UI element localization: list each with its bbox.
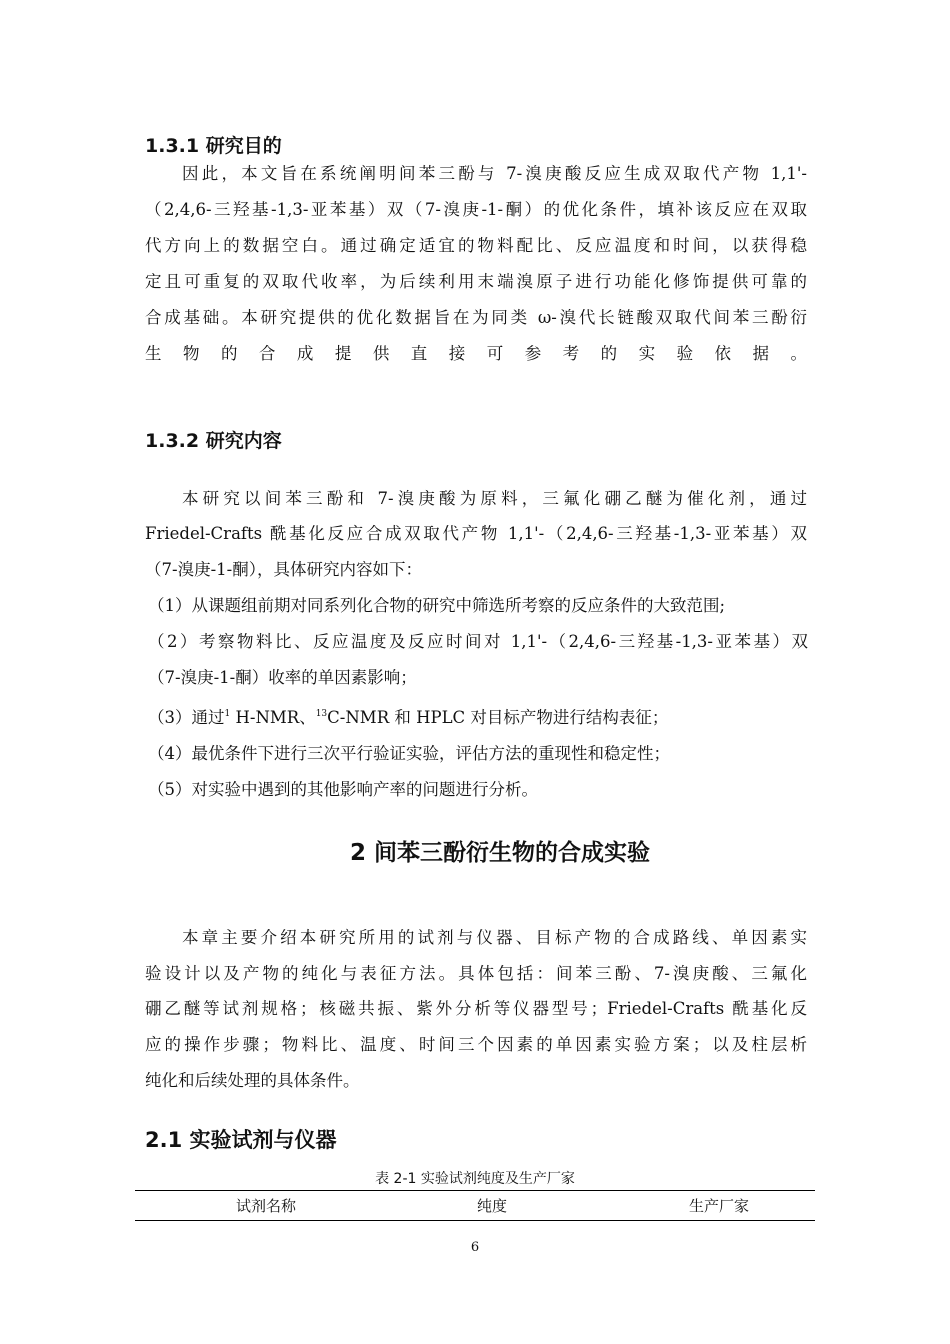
chapter-heading: 2 间苯三酚衍生物的合成实验: [349, 840, 650, 866]
paragraph-line: Friedel-Crafts 酰基化反应合成双取代产物 1,1'-（2,4,6-三羟基-1,3-亚苯基）双: [145, 524, 807, 543]
paragraph-line: （7-溴庚-1-酮），具体研究内容如下：: [145, 560, 422, 579]
list-item: （4）最优条件下进行三次平行验证实验，评估方法的重现性和稳定性；: [148, 744, 670, 763]
list-item-text: H-NMR、: [230, 708, 316, 727]
paragraph-line: 应的操作步骤；物料比、温度、时间三个因素的单因素实验方案；以及柱层析: [145, 1035, 807, 1054]
paragraph-line: 本研究以间苯三酚和 7-溴庚酸为原料，三氟化硼乙醚为催化剂，通过: [182, 489, 807, 508]
list-item: （5）对实验中遇到的其他影响产率的问题进行分析。: [148, 780, 538, 799]
superscript: 1: [224, 709, 231, 719]
paragraph-line: 硼乙醚等试剂规格；核磁共振、紫外分析等仪器型号；Friedel-Crafts 酰基化反: [145, 999, 807, 1018]
section-heading-1-3-1: 1.3.1 研究目的: [145, 135, 282, 157]
paragraph-line: （2,4,6-三羟基-1,3-亚苯基）双（7-溴庚-1-酮）的优化条件，填补该反应在双取: [145, 200, 807, 219]
paragraph-line: 本章主要介绍本研究所用的试剂与仪器、目标产物的合成路线、单因素实: [182, 928, 807, 947]
table-caption: 表 2-1 实验试剂纯度及生产厂家: [375, 1171, 575, 1187]
list-item: （2）考察物料比、反应温度及反应时间对 1,1'-（2,4,6-三羟基-1,3-亚苯基）双: [148, 632, 808, 651]
table-top-rule: [135, 1190, 815, 1191]
section-heading-1-3-2: 1.3.2 研究内容: [145, 430, 282, 452]
paragraph-line: 合成基础。本研究提供的优化数据旨在为同类 ω-溴代长链酸双取代间苯三酚衍: [145, 308, 807, 327]
table-header-manufacturer: 生产厂家: [689, 1197, 750, 1215]
paragraph-line: 生物的合成提供直接可参考的实验依据。: [145, 344, 807, 363]
table-header-rule: [135, 1220, 815, 1221]
list-item: （1）从课题组前期对同系列化合物的研究中筛选所考察的反应条件的大致范围;: [148, 596, 726, 615]
paragraph-line: 验设计以及产物的纯化与表征方法。具体包括：间苯三酚、7-溴庚酸、三氟化: [145, 964, 807, 983]
list-item: [148, 708, 808, 728]
table-header-reagent: 试剂名称: [236, 1197, 297, 1215]
paragraph-line: 因此，本文旨在系统阐明间苯三酚与 7-溴庚酸反应生成双取代产物 1,1'-: [182, 164, 807, 183]
list-item-prefix: （3）通过: [148, 708, 225, 727]
page-number: 6: [470, 1240, 480, 1255]
paragraph-line: 纯化和后续处理的具体条件。: [145, 1071, 360, 1090]
paragraph-line: 定且可重复的双取代收率，为后续利用末端溴原子进行功能化修饰提供可靠的: [145, 272, 807, 291]
section-heading-2-1: 2.1 实验试剂与仪器: [145, 1128, 337, 1152]
paragraph-line: 代方向上的数据空白。通过确定适宜的物料配比、反应温度和时间，以获得稳: [145, 236, 807, 255]
list-item-text: C-NMR 和 HPLC 对目标产物进行结构表征；: [327, 708, 669, 727]
list-item: （7-溴庚-1-酮）收率的单因素影响；: [148, 668, 417, 687]
table-header-purity: 纯度: [477, 1197, 508, 1215]
superscript: 13: [315, 709, 328, 719]
